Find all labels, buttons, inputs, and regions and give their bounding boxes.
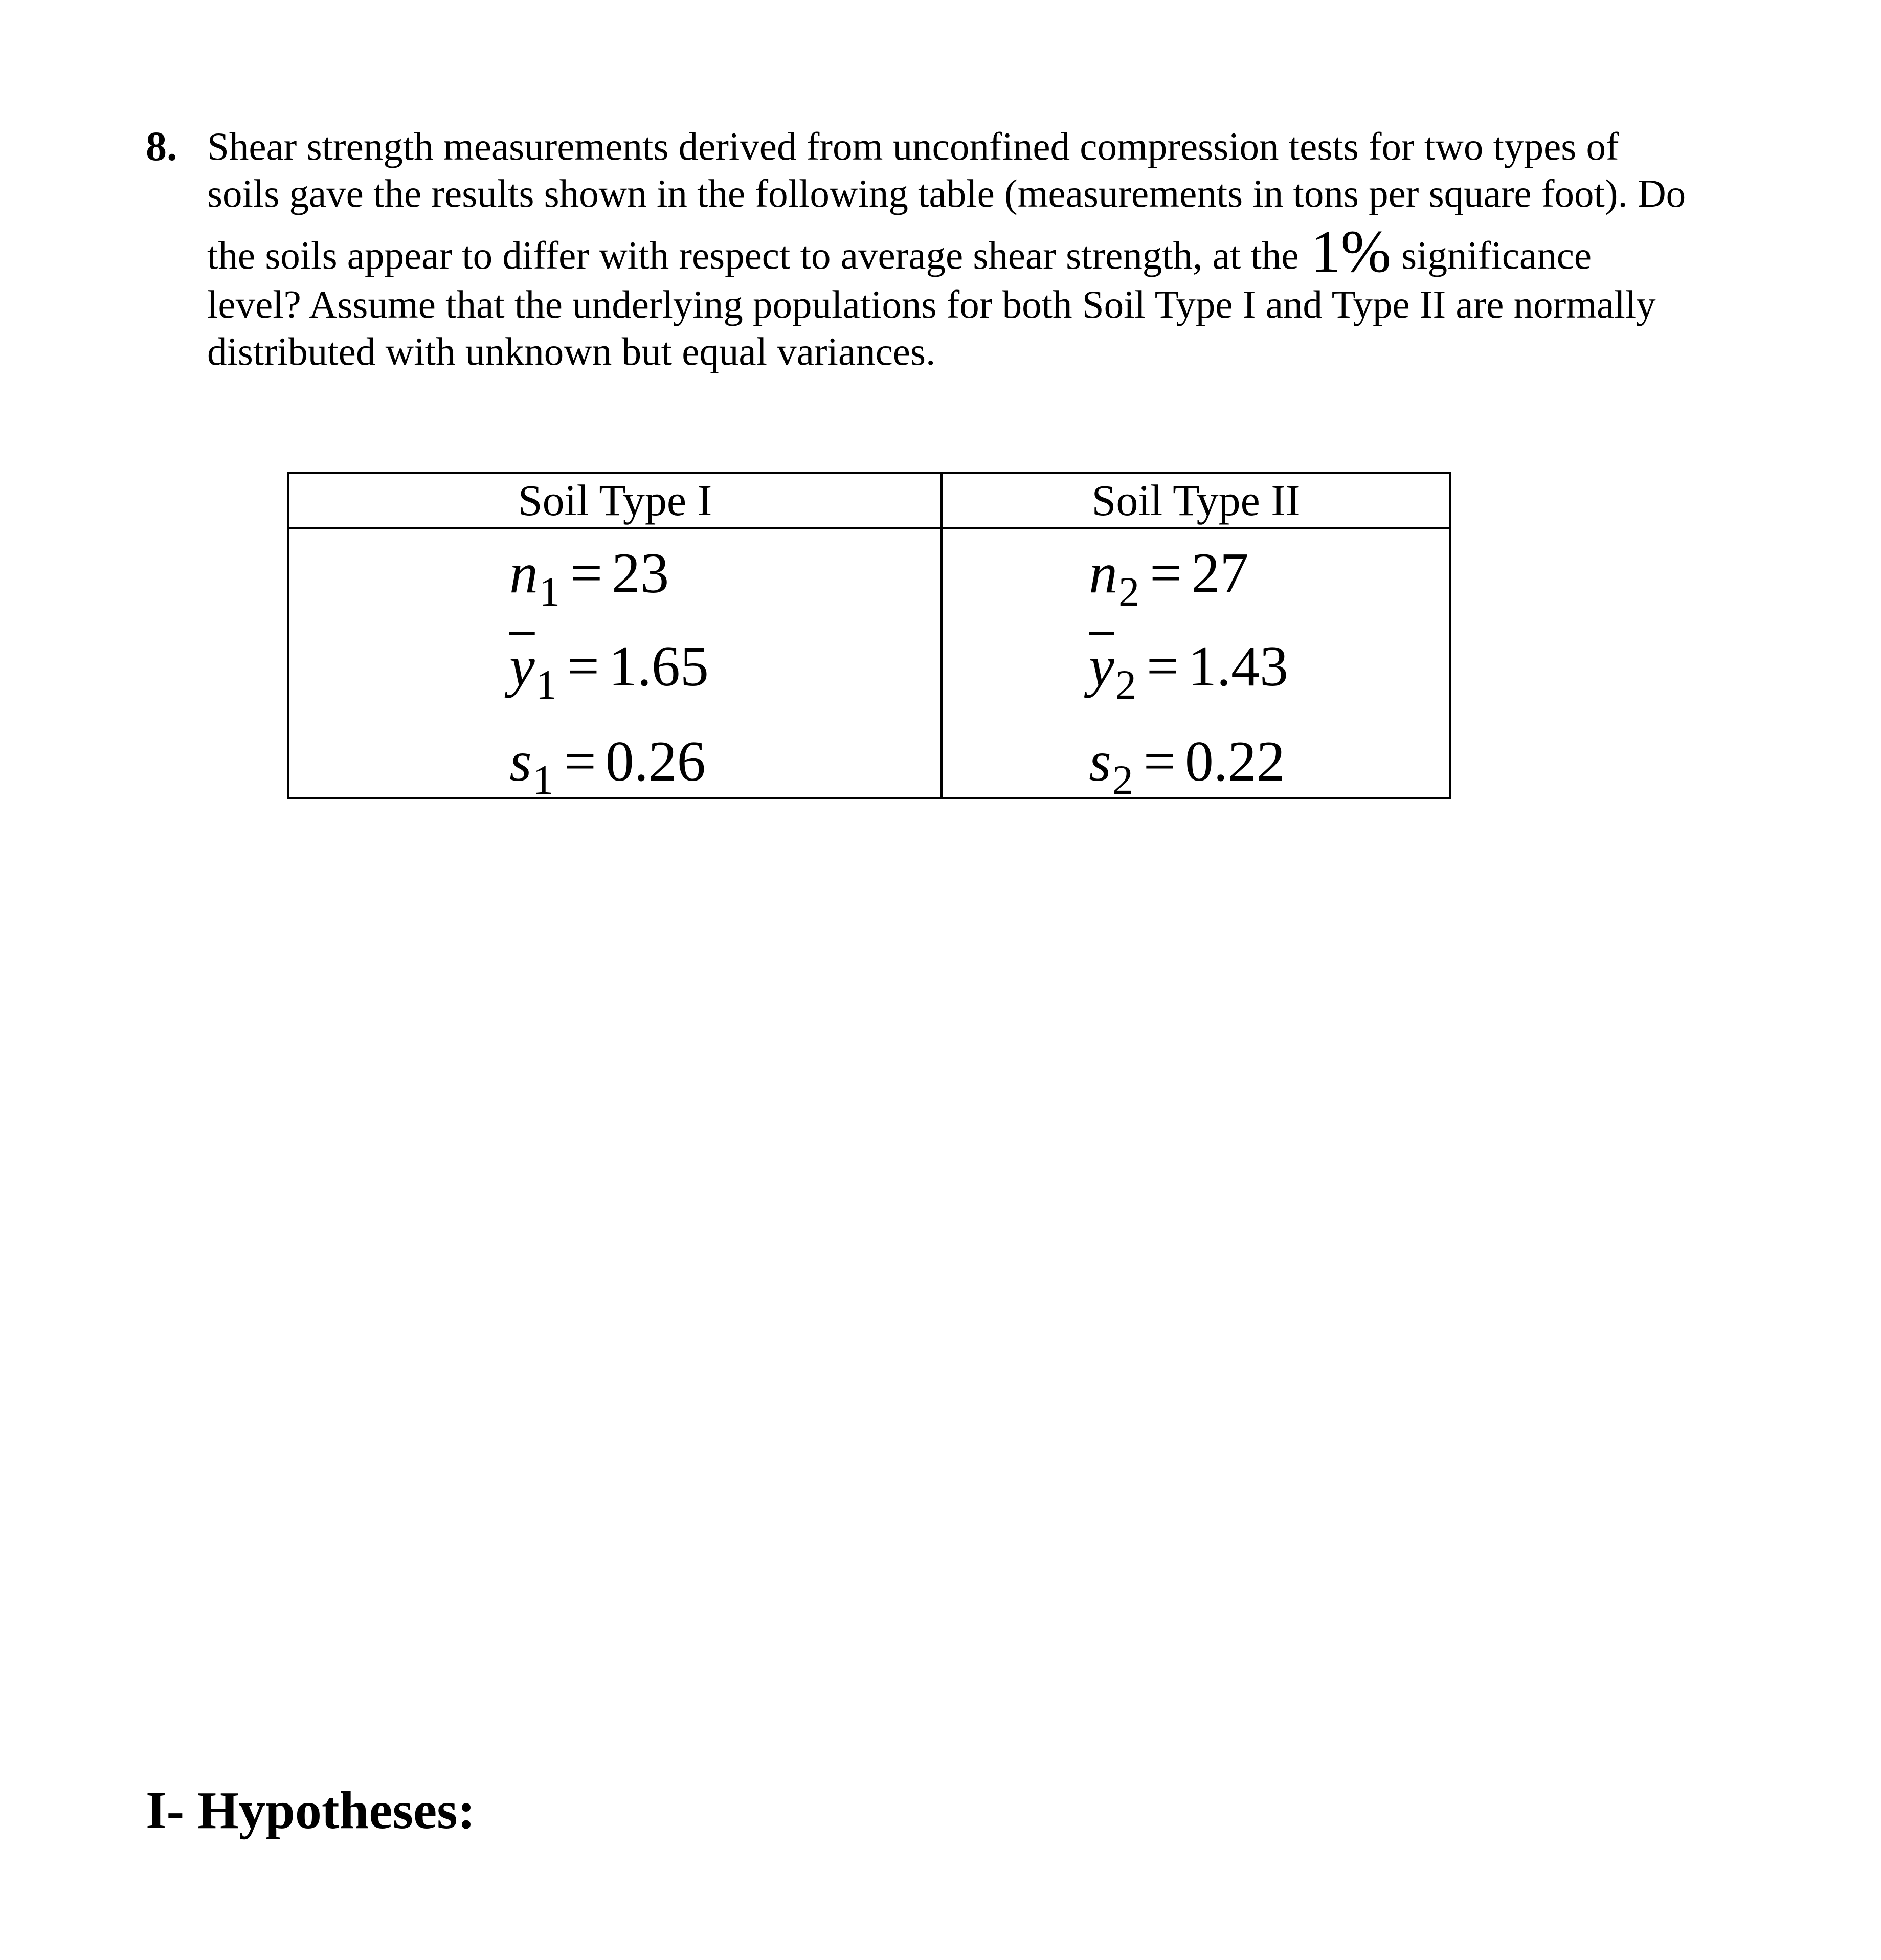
statement-line-2: soils gave the results shown in the following table (measurements in tons per square foot). Do	[207, 171, 1686, 215]
hypotheses-heading: I- Hypotheses:	[146, 1781, 476, 1840]
sample-mean-1: $\overline{y}_1 = 1.65$	[509, 635, 709, 708]
sample-size-1: $n_1 = 23$	[509, 542, 669, 615]
soil-type-2-stats	[942, 528, 1450, 803]
table-row	[288, 528, 1450, 798]
header-soil-type-1: Soil Type I	[288, 473, 942, 528]
soil-type-1-stats	[288, 528, 942, 803]
header-soil-type-2: Soil Type II	[942, 473, 1450, 528]
table-header-row	[288, 473, 1450, 528]
sample-size-2: $n_2 = 27$	[1089, 542, 1249, 615]
sample-sd-1: $s_1 = 0.26$	[509, 730, 706, 803]
sample-sd-2: $s_2 = 0.22$	[1089, 730, 1285, 803]
statement-line-4: level? Assume that the underlying populations for both Soil Type I and Type II are normally	[207, 282, 1656, 326]
statement-line-5: distributed with unknown but equal variances.	[207, 329, 936, 373]
statement-line-3	[207, 217, 1762, 285]
sample-mean-2: $\overline{y}_2 = 1.43$	[1089, 635, 1288, 708]
statement-line-3-end: significance	[1401, 233, 1592, 277]
soil-data-table	[287, 472, 1451, 803]
statement-line-1: Shear strength measurements derived from unconfined compression tests for two types of	[207, 124, 1619, 168]
significance-level: 1%	[1310, 218, 1392, 285]
problem-statement	[207, 123, 1762, 375]
problem-number: 8.	[146, 123, 177, 169]
statement-line-3-start: the soils appear to differ with respect to average shear strength, at the	[207, 233, 1299, 277]
